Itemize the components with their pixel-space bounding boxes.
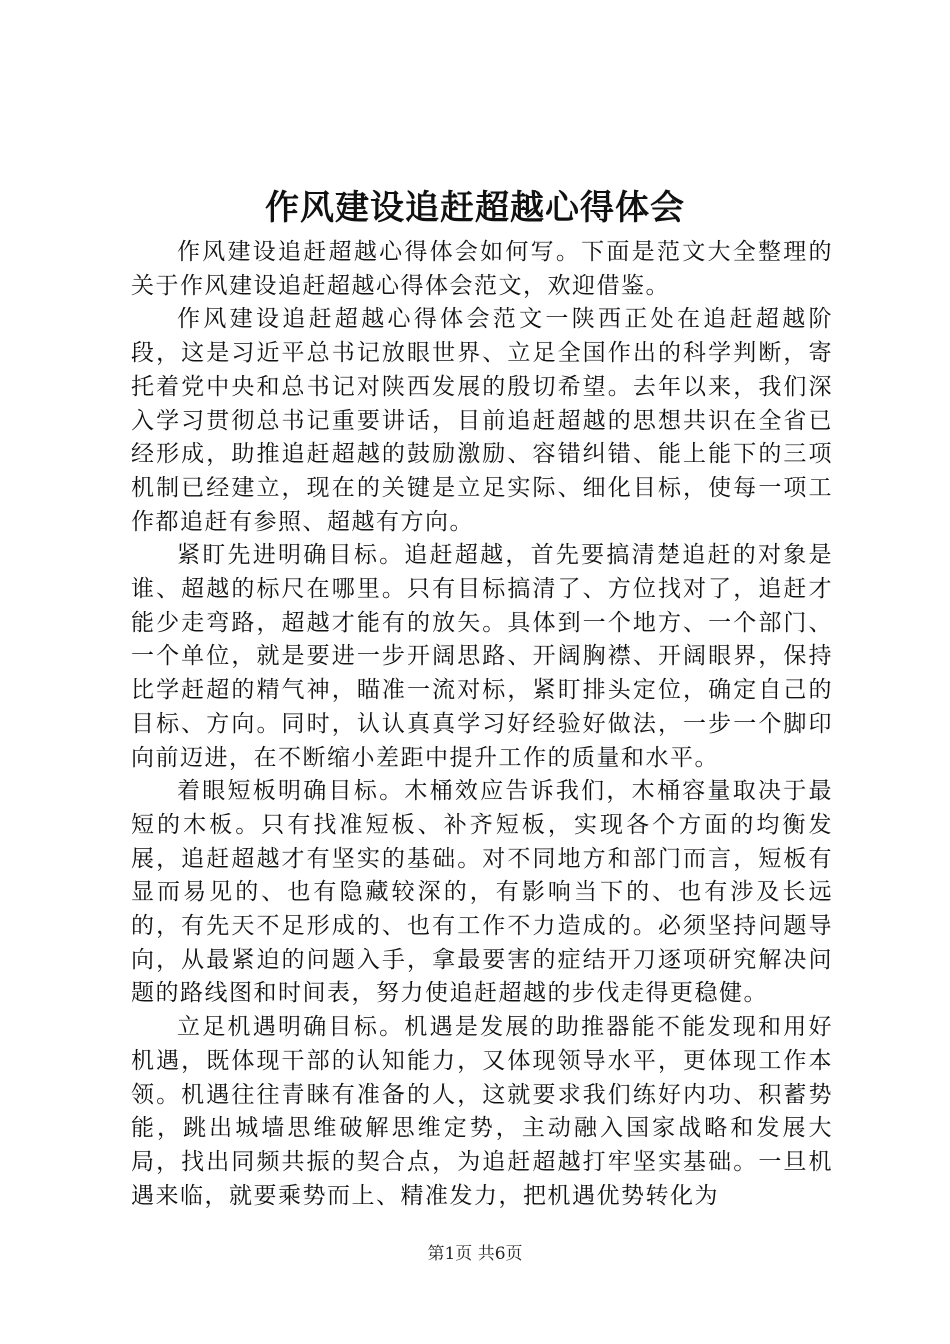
document-title: 作风建设追赶超越心得体会 (265, 188, 685, 228)
paragraph-3: 着眼短板明确目标。木桶效应告诉我们，木桶容量取决于最短的木板。只有找准短板、补齐短板，实现各个方面的均衡发展，追赶超越才有坚实的基础。对不同地方和部门而言，短板有显而易见的、也有隐藏较深的，有影响当下的、也有涉及长远的，有先天不足形成的、也有工作不力造成的。必须坚持问题导向，从最紧迫的问题入手，拿最要害的症结开刀逐项研究解决问题的路线图和时间表，努力使追赶超越的步伐走得更稳健。 (131, 778, 833, 1007)
paragraph-intro: 作风建设追赶超越心得体会如何写。下面是范文大全整理的关于作风建设追赶超越心得体会范文，欢迎借鉴。 (131, 239, 833, 299)
paragraph-4: 立足机遇明确目标。机遇是发展的助推器能不能发现和用好机遇，既体现干部的认知能力，又体现领导水平，更体现工作本领。机遇往往青睐有准备的人，这就要求我们练好内功、积蓄势能，跳出城墙思维破解思维定势，主动融入国家战略和发展大局，找出同频共振的契合点，为追赶超越打牢坚实基础。一旦机遇来临，就要乘势而上、精准发力，把机遇优势转化为 (131, 1014, 833, 1209)
paragraph-2: 紧盯先进明确目标。追赶超越，首先要搞清楚追赶的对象是谁、超越的标尺在哪里。只有目标搞清了、方位找对了，追赶才能少走弯路，超越才能有的放矢。具体到一个地方、一个部门、一个单位，就是要进一步开阔思路、开阔胸襟、开阔眼界，保持比学赶超的精气神，瞄准一流对标，紧盯排头定位，确定自己的目标、方向。同时，认认真真学习好经验好做法，一步一个脚印向前迈进，在不断缩小差距中提升工作的质量和水平。 (131, 542, 833, 771)
paragraph-1: 作风建设追赶超越心得体会范文一陕西正处在追赶超越阶段，这是习近平总书记放眼世界、立足全国作出的科学判断，寄托着党中央和总书记对陕西发展的殷切希望。去年以来，我们深入学习贯彻总书记重要讲话，目前追赶超越的思想共识在全省已经形成，助推追赶超越的鼓励激励、容错纠错、能上能下的三项机制已经建立，现在的关键是立足实际、细化目标，使每一项工作都追赶有参照、超越有方向。 (131, 306, 833, 535)
page-number-footer: 第1页 共6页 (427, 1244, 523, 1264)
document-body (131, 236, 833, 1213)
